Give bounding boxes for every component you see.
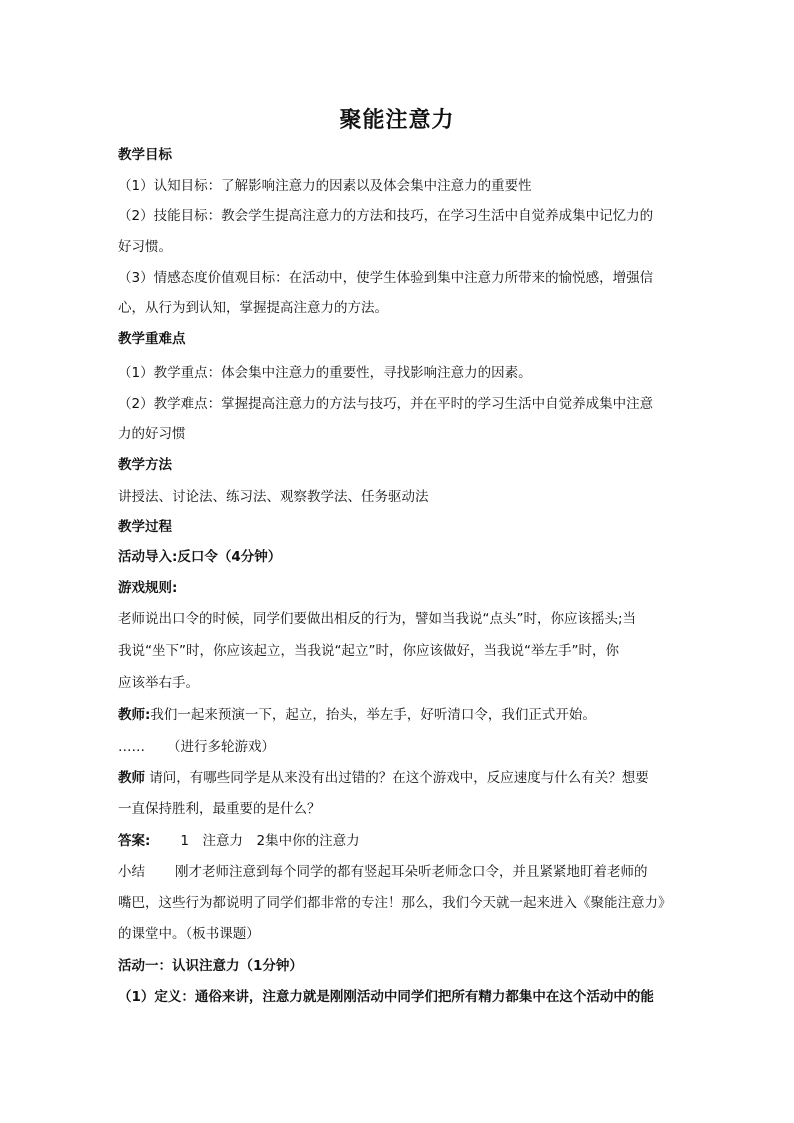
answer-text: 1 注意力 2集中你的注意力: [180, 833, 360, 849]
key-point-2-line-2: 力的好习惯: [118, 426, 186, 442]
section-heading-methods: 教学方法: [118, 457, 172, 473]
summary-text: 刚才老师注意到每个同学的都有竖起耳朵听老师念口令，并且紧紧地盯着老师的: [175, 864, 648, 880]
teacher-question-label: 教师: [118, 770, 145, 786]
game-rules-heading: 游戏规则:: [118, 580, 178, 596]
teacher-question-line-1: [118, 769, 678, 787]
goal-3-line-2: 心，从行为到认知，掌握提高注意力的方法。: [118, 300, 388, 316]
summary-line-1: [118, 863, 678, 881]
answer-label: 答案:: [118, 833, 151, 849]
teacher-line-1: [118, 706, 678, 724]
teacher-text: 我们一起来预演一下，起立，抬头，举左手，好听清口令，我们正式开始。: [150, 707, 596, 723]
rules-line-3: 应该举右手。: [118, 675, 199, 691]
methods-list: 讲授法、讨论法、练习法、观察教学法、任务驱动法: [118, 489, 429, 505]
teacher-label: 教师:: [118, 707, 151, 723]
teacher-question-text: 请问，有哪些同学是从来没有出过错的？在这个游戏中，反应速度与什么有关？想要: [149, 770, 649, 786]
page-title: 聚能注意力: [339, 108, 455, 133]
section-heading-process: 教学过程: [118, 519, 172, 535]
activity-one-heading: 活动一：认识注意力（1分钟）: [118, 958, 303, 974]
summary-label: 小结: [118, 864, 145, 880]
rounds-note: （进行多轮游戏）: [167, 739, 275, 755]
summary-line-2: 嘴巴，这些行为都说明了同学们都非常的专注！那么，我们今天就一起来进入《聚能注意力》: [118, 895, 672, 911]
teacher-question-line-2: 一直保持胜利，最重要的是什么？: [118, 801, 321, 817]
answer-line: [118, 832, 678, 850]
rules-line-2: 我说“坐下”时，你应该起立，当我说“起立”时，你应该做好，当我说“举左手”时，你: [118, 643, 619, 659]
definition-line: （1）定义：通俗来讲，注意力就是刚刚活动中同学们把所有精力都集中在这个活动中的能: [118, 989, 654, 1005]
ellipsis: ……: [118, 739, 145, 755]
key-point-1: （1）教学重点：体会集中注意力的重要性，寻找影响注意力的因素。: [118, 365, 532, 381]
summary-line-3: 的课堂中。（板书课题）: [118, 926, 260, 942]
key-point-2-line-1: （2）教学难点：掌握提高注意力的方法与技巧，并在平时的学习生活中自觉养成集中注意: [118, 396, 654, 412]
rounds-line: [118, 738, 678, 756]
section-heading-goals: 教学目标: [118, 147, 172, 163]
rules-line-1: 老师说出口令的时候，同学们要做出相反的行为，譬如当我说“点头”时，你应该摇头;当: [118, 611, 637, 627]
activity-intro-heading: 活动导入:反口令（4分钟）: [118, 549, 282, 565]
goal-2-line-2: 好习惯。: [118, 239, 172, 255]
goal-2-line-1: （2）技能目标：教会学生提高注意力的方法和技巧，在学习生活中自觉养成集中记忆力的: [118, 208, 654, 224]
goal-3-line-1: （3）情感态度价值观目标：在活动中，使学生体验到集中注意力所带来的愉悦感，增强信: [118, 270, 654, 286]
section-heading-key-points: 教学重难点: [118, 331, 186, 347]
goal-1: （1）认知目标：了解影响注意力的因素以及体会集中注意力的重要性: [118, 178, 532, 194]
